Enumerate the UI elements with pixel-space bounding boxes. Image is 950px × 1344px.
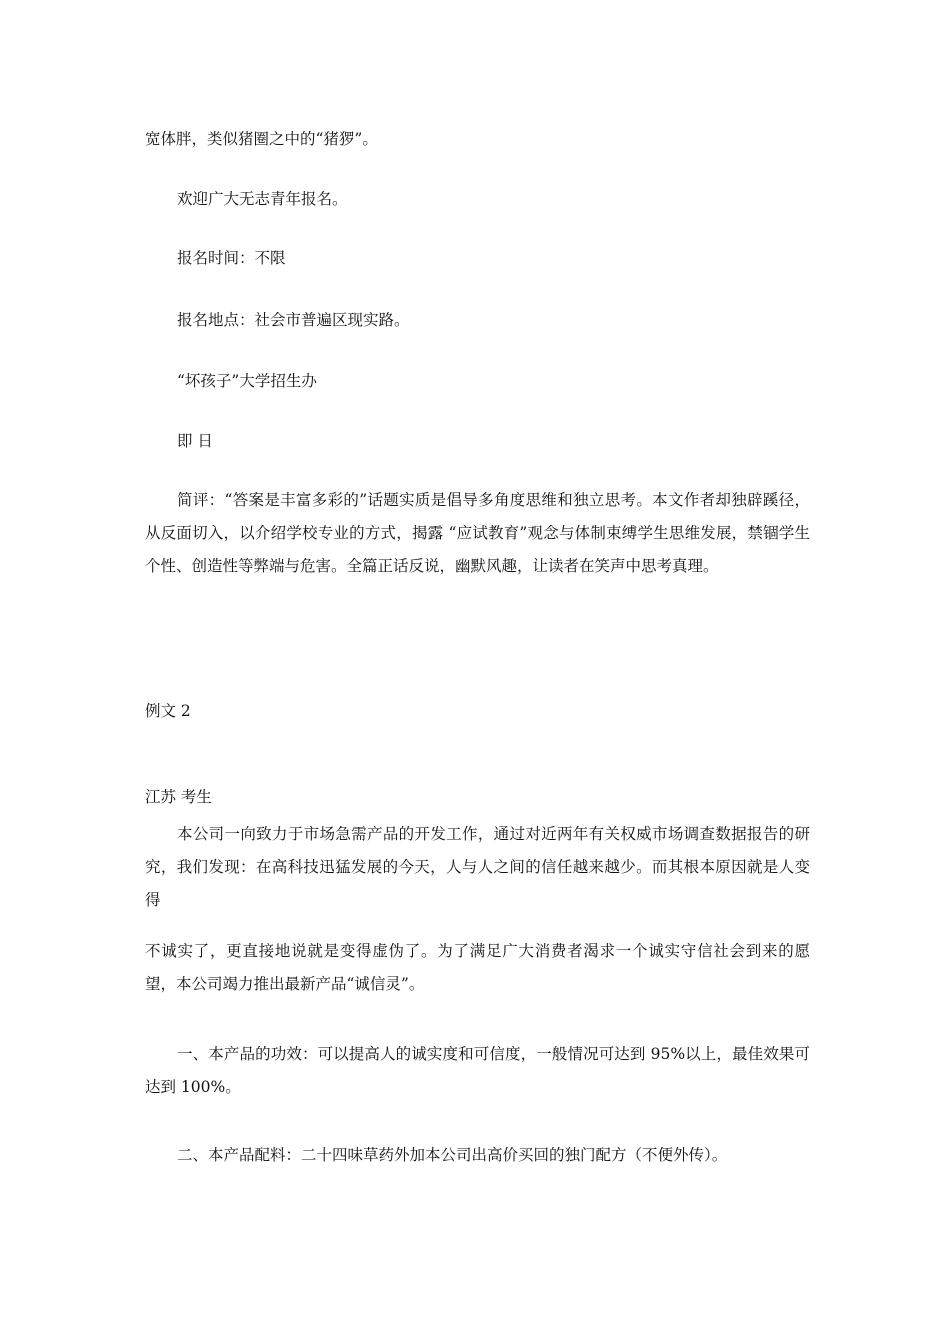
paragraph-continuation: 宽体胖，类似猪圈之中的“猪猡”。 [145,130,378,148]
paragraph-welcome: 欢迎广大无志青年报名。 [177,190,348,208]
paragraph-item-2: 二、本产品配料：二十四味草药外加本公司出高价买回的独门配方（不便外传）。 [177,1146,728,1164]
author-line: 江苏 考生 [145,788,212,806]
paragraph-body-1: 本公司一向致力于市场急需产品的开发工作，通过对近两年有关权威市场调查数据报告的研究，我们发现：在高科技迅猛发展的今天，人与人之间的信任越来越少。而其根本原因就是人变得 [145,825,810,909]
paragraph-review: 简评：“答案是丰富多彩的”话题实质是倡导多角度思维和独立思考。本文作者却独辟蹊径，从反面切入，以介绍学校专业的方式，揭露 “应试教育”观念与体制束缚学生思维发展，禁锢学生个性、创造性等弊端与危害。全篇正话反说，幽默风趣，让读者在笑声中思考真理。 [145,491,810,575]
paragraph-registration-place: 报名地点：社会市普遍区现实路。 [177,311,410,329]
paragraph-signature: “坏孩子”大学招生办 [177,372,317,390]
paragraph-registration-time: 报名时间：不限 [177,249,286,267]
example-title: 例文 2 [145,702,191,720]
paragraph-body-2: 不诚实了，更直接地说就是变得虚伪了。为了满足广大消费者渴求一个诚实守信社会到来的愿望，本公司竭力推出最新产品“诚信灵”。 [145,942,810,993]
paragraph-date: 即 日 [177,432,213,450]
paragraph-item-1: 一、本产品的功效：可以提高人的诚实度和可信度，一般情况可达到 95%以上，最佳效果可达到 100%。 [145,1045,810,1096]
